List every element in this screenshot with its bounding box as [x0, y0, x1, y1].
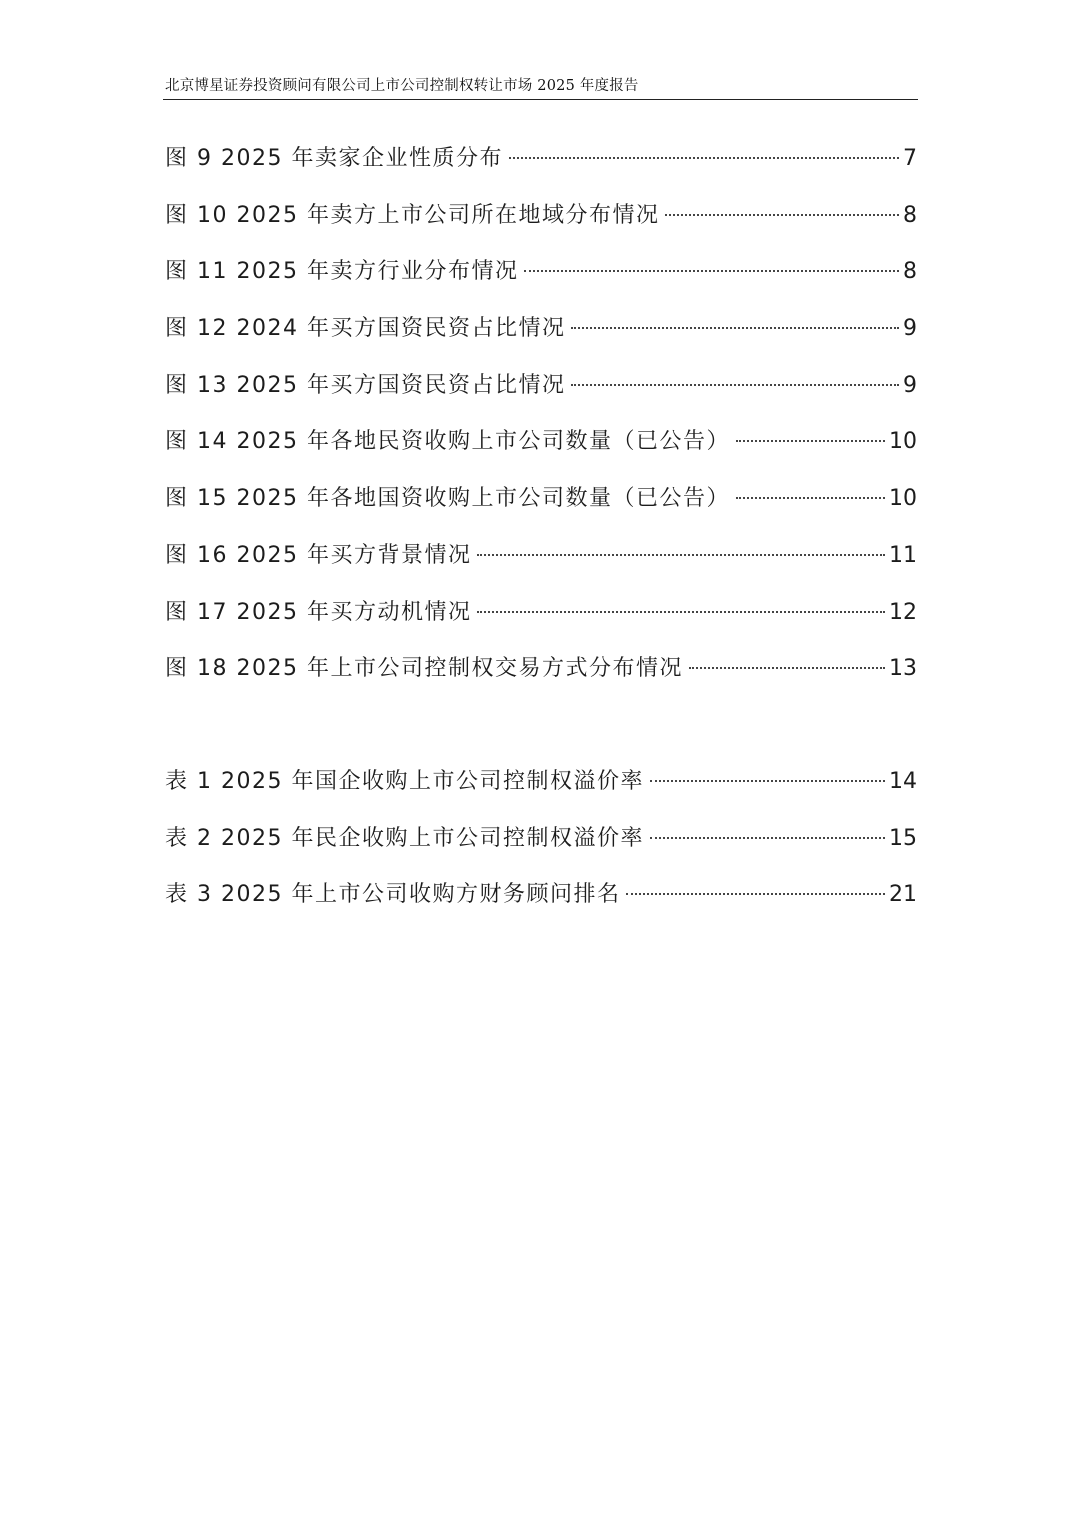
dot-leader: [477, 554, 885, 556]
toc-entry-figure-13[interactable]: [165, 368, 917, 425]
toc-entry-label: 图 17 2025 年买方动机情况: [165, 599, 472, 625]
toc-entry-figure-14[interactable]: [165, 424, 917, 481]
toc-entry-label: 图 16 2025 年买方背景情况: [165, 542, 472, 568]
toc-entry-label: 图 11 2025 年卖方行业分布情况: [165, 259, 519, 285]
dot-leader: [477, 611, 885, 613]
toc-page-number: 7: [903, 146, 917, 171]
toc-entry-figure-9[interactable]: [165, 141, 917, 198]
dot-leader: [650, 780, 885, 782]
toc-entry-label: 表 2 2025 年民企收购上市公司控制权溢价率: [165, 825, 644, 851]
dot-leader: [650, 837, 885, 839]
dot-leader: [689, 667, 885, 669]
toc-entry-label: 图 18 2025 年上市公司控制权交易方式分布情况: [165, 656, 683, 682]
header-rule: [163, 99, 918, 100]
toc-page-number: 8: [903, 259, 917, 285]
list-of-figures: [165, 141, 917, 708]
toc-entry-figure-16[interactable]: [165, 538, 917, 595]
toc-entry-figure-10[interactable]: [165, 198, 917, 255]
toc-page-number: 12: [889, 599, 917, 625]
toc-entry-figure-12[interactable]: [165, 311, 917, 368]
dot-leader: [571, 384, 899, 386]
toc-entry-label: 图 10 2025 年卖方上市公司所在地域分布情况: [165, 202, 660, 228]
toc-page-number: 8: [903, 202, 917, 228]
toc-entry-label: 图 15 2025 年各地国资收购上市公司数量（已公告）: [165, 486, 730, 512]
toc-page-number: 21: [889, 882, 917, 908]
toc-page-number: 9: [903, 372, 917, 398]
dot-leader: [665, 214, 899, 216]
running-header: 北京博星证券投资顾问有限公司上市公司控制权转让市场 2025 年度报告: [165, 78, 639, 94]
dot-leader: [509, 157, 899, 159]
toc-entry-figure-18[interactable]: [165, 651, 917, 708]
toc-entry-label: 表 1 2025 年国企收购上市公司控制权溢价率: [165, 769, 644, 794]
toc-page-number: 9: [903, 316, 917, 342]
toc-page-number: 15: [889, 825, 917, 851]
toc-page-number: 11: [889, 542, 917, 568]
toc-page-number: 14: [889, 769, 917, 794]
toc-entry-label: 表 3 2025 年上市公司收购方财务顾问排名: [165, 882, 621, 908]
toc-entry-label: 图 13 2025 年买方国资民资占比情况: [165, 372, 566, 398]
list-of-tables: [165, 764, 917, 934]
toc-entry-table-3[interactable]: [165, 877, 917, 934]
toc-entry-label: 图 9 2025 年卖家企业性质分布: [165, 146, 503, 171]
toc-page-number: 13: [889, 656, 917, 682]
toc-entry-table-2[interactable]: [165, 821, 917, 878]
toc-entry-label: 图 14 2025 年各地民资收购上市公司数量（已公告）: [165, 429, 730, 455]
toc-page-number: 10: [889, 486, 917, 512]
dot-leader: [626, 893, 885, 895]
toc-entry-label: 图 12 2024 年买方国资民资占比情况: [165, 316, 566, 342]
toc-entry-figure-17[interactable]: [165, 595, 917, 652]
dot-leader: [524, 270, 899, 272]
dot-leader: [736, 497, 885, 499]
toc-page-number: 10: [889, 429, 917, 455]
toc-entry-table-1[interactable]: [165, 764, 917, 821]
dot-leader: [571, 327, 899, 329]
toc-entry-figure-11[interactable]: [165, 254, 917, 311]
toc-entry-figure-15[interactable]: [165, 481, 917, 538]
dot-leader: [736, 440, 885, 442]
